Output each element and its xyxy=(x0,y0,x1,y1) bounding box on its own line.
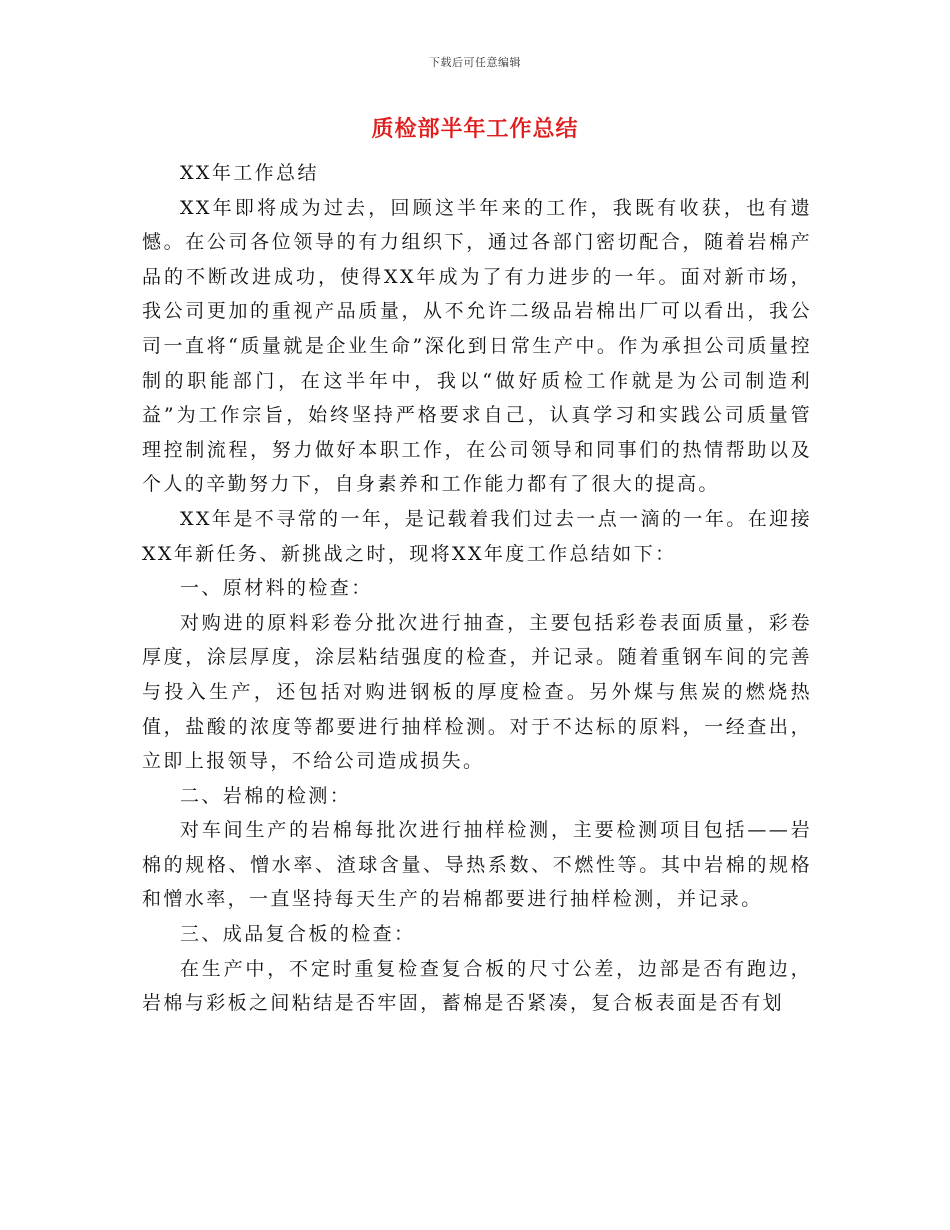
document-title: 质检部半年工作总结 xyxy=(371,116,579,142)
paragraph-transition: XX年是不寻常的一年，是记载着我们过去一点一滴的一年。在迎接XX年新任务、新挑战之时，现将XX年度工作总结如下： xyxy=(142,507,812,565)
section-heading-composite-board: 三、成品复合板的检查： xyxy=(180,923,416,946)
paragraph-raw-materials: 对购进的原料彩卷分批次进行抽查，主要包括彩卷表面质量，彩卷厚度，涂层厚度，涂层粘结强度的检查，并记录。随着重钢车间的完善与投入生产，还包括对购进钢板的厚度检查。另外煤与焦炭的燃烧热值，盐酸的浓度等都要进行抽样检测。对于不达标的原料，一经查出，立即上报领导，不给公司造成损失。 xyxy=(142,611,812,773)
section-heading-annual-summary: XX年工作总结 xyxy=(180,162,319,184)
paragraph-composite-board: 在生产中，不定时重复检查复合板的尺寸公差，边部是否有跑边，岩棉与彩板之间粘结是否牢固，蓄棉是否紧凑，复合板表面是否有划 xyxy=(142,957,812,1015)
paragraph-intro: XX年即将成为过去，回顾这半年来的工作，我既有收获，也有遗憾。在公司各位领导的有力组织下，通过各部门密切配合，随着岩棉产品的不断改进成功，使得XX年成为了有力进步的一年。面对新市场，我公司更加的重视产品质量，从不允许二级品岩棉出厂可以看出，我公司一直将“质量就是企业生命”深化到日常生产中。作为承担公司质量控制的职能部门，在这半年中，我以“做好质检工作就是为公司制造利益”为工作宗旨，始终坚持严格要求自己，认真学习和实践公司质量管理控制流程，努力做好本职工作，在公司领导和同事们的热情帮助以及个人的辛勤努力下，自身素养和工作能力都有了很大的提高。 xyxy=(142,196,812,496)
document-body xyxy=(142,156,812,1021)
section-heading-rock-wool: 二、岩棉的检测： xyxy=(180,784,352,807)
section-heading-raw-materials: 一、原材料的检查： xyxy=(180,577,373,600)
paragraph-rock-wool: 对车间生产的岩棉每批次进行抽样检测，主要检测项目包括——岩棉的规格、憎水率、渣球含量、导热系数、不燃性等。其中岩棉的规格和憎水率，一直坚持每天生产的岩棉都要进行抽样检测，并记录。 xyxy=(142,819,812,911)
header-note: 下载后可任意编辑 xyxy=(429,56,521,69)
